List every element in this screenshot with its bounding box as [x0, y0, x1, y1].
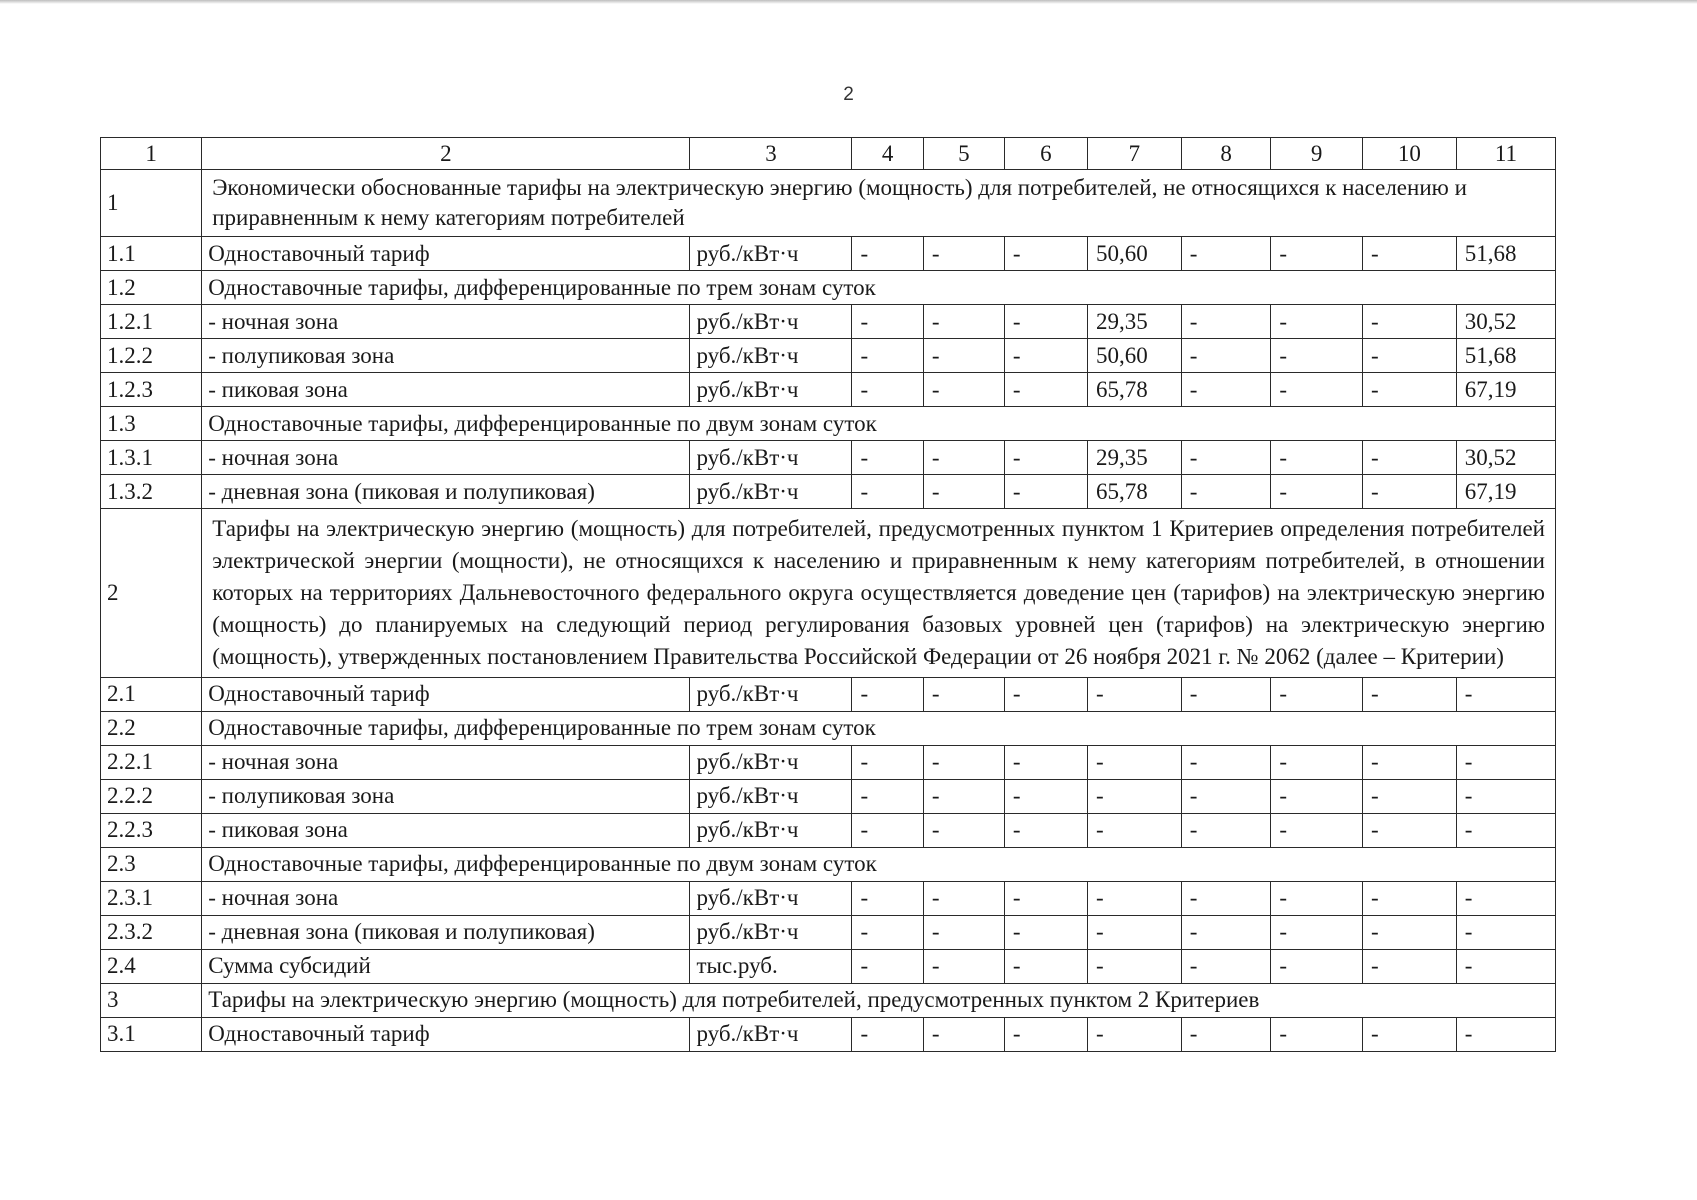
cell-c10: - — [1362, 677, 1456, 711]
cell-c5: - — [923, 440, 1004, 474]
row-number: 1.2.2 — [101, 338, 202, 372]
cell-c11: - — [1456, 1017, 1555, 1051]
cell-c7: - — [1088, 745, 1182, 779]
row-group-title: Тарифы на электрическую энергию (мощность) для потребителей, предусмотренных пунктом 2 Критериев — [202, 983, 1556, 1017]
cell-c5: - — [923, 474, 1004, 508]
row-number: 3 — [101, 983, 202, 1017]
cell-c8: - — [1181, 474, 1271, 508]
cell-c7: 50,60 — [1088, 236, 1182, 270]
cell-c9: - — [1271, 1017, 1363, 1051]
cell-c6: - — [1004, 915, 1087, 949]
column-header: 8 — [1181, 138, 1271, 170]
row-number: 1.2.1 — [101, 304, 202, 338]
row-unit: руб./кВт·ч — [690, 745, 852, 779]
cell-c7: - — [1088, 915, 1182, 949]
row-number: 2.2.2 — [101, 779, 202, 813]
row-number: 2.3 — [101, 847, 202, 881]
cell-c8: - — [1181, 881, 1271, 915]
cell-c8: - — [1181, 372, 1271, 406]
row-number: 1.3.1 — [101, 440, 202, 474]
cell-c9: - — [1271, 236, 1363, 270]
row-name: - ночная зона — [202, 881, 690, 915]
row-unit: руб./кВт·ч — [690, 881, 852, 915]
cell-c9: - — [1271, 813, 1363, 847]
table-row — [101, 406, 1556, 440]
cell-c11: - — [1456, 949, 1555, 983]
row-name: - дневная зона (пиковая и полупиковая) — [202, 915, 690, 949]
table-row — [101, 711, 1556, 745]
table-row — [101, 236, 1556, 270]
row-number: 2.1 — [101, 677, 202, 711]
column-header: 10 — [1362, 138, 1456, 170]
cell-c5: - — [923, 813, 1004, 847]
row-number: 2.2.3 — [101, 813, 202, 847]
cell-c8: - — [1181, 915, 1271, 949]
cell-c4: - — [852, 338, 923, 372]
column-header: 2 — [202, 138, 690, 170]
cell-c5: - — [923, 949, 1004, 983]
row-name: - полупиковая зона — [202, 338, 690, 372]
cell-c9: - — [1271, 338, 1363, 372]
row-name: - пиковая зона — [202, 372, 690, 406]
row-unit: руб./кВт·ч — [690, 440, 852, 474]
cell-c11: - — [1456, 745, 1555, 779]
cell-c11: 51,68 — [1456, 236, 1555, 270]
cell-c8: - — [1181, 813, 1271, 847]
table-row — [101, 915, 1556, 949]
row-name: Одноставочный тариф — [202, 236, 690, 270]
cell-c5: - — [923, 338, 1004, 372]
row-number: 2.4 — [101, 949, 202, 983]
cell-c7: - — [1088, 1017, 1182, 1051]
cell-c9: - — [1271, 440, 1363, 474]
cell-c4: - — [852, 813, 923, 847]
cell-c4: - — [852, 745, 923, 779]
cell-c5: - — [923, 881, 1004, 915]
cell-c6: - — [1004, 338, 1087, 372]
cell-c10: - — [1362, 440, 1456, 474]
cell-c4: - — [852, 677, 923, 711]
cell-c11: - — [1456, 881, 1555, 915]
cell-c7: - — [1088, 881, 1182, 915]
cell-c9: - — [1271, 949, 1363, 983]
row-name: - ночная зона — [202, 440, 690, 474]
column-header: 5 — [923, 138, 1004, 170]
row-unit: тыс.руб. — [690, 949, 852, 983]
row-name: - дневная зона (пиковая и полупиковая) — [202, 474, 690, 508]
cell-c4: - — [852, 304, 923, 338]
cell-c11: - — [1456, 677, 1555, 711]
header-row — [101, 138, 1556, 170]
row-unit: руб./кВт·ч — [690, 236, 852, 270]
cell-c4: - — [852, 440, 923, 474]
cell-c11: 30,52 — [1456, 440, 1555, 474]
cell-c7: 29,35 — [1088, 440, 1182, 474]
row-unit: руб./кВт·ч — [690, 813, 852, 847]
row-number: 2 — [101, 508, 202, 677]
cell-c8: - — [1181, 236, 1271, 270]
table-row — [101, 304, 1556, 338]
row-section-text: Тарифы на электрическую энергию (мощность) для потребителей, предусмотренных пунктом 1 Критериев определения потребителей электрической энергии (мощности), не относящихся к населению и приравненным к нему категориям потребителей, в отношении которых на территориях Дальневосточного федерального округа осуществляется доведение цен (тарифов) на электрическую энергию (мощность) до планируемых на следующий период регулирования базовых уровней цен (тарифов) на электрическую энергию (мощность), утвержденных постановлением Правительства Российской Федерации от 26 ноября 2021 г. № 2062 (далее – Критерии) — [202, 508, 1556, 677]
row-name: Одноставочный тариф — [202, 1017, 690, 1051]
row-number: 2.3.2 — [101, 915, 202, 949]
column-header: 4 — [852, 138, 923, 170]
row-number: 2.2.1 — [101, 745, 202, 779]
cell-c5: - — [923, 304, 1004, 338]
cell-c11: - — [1456, 813, 1555, 847]
cell-c4: - — [852, 474, 923, 508]
cell-c7: - — [1088, 779, 1182, 813]
table-row — [101, 677, 1556, 711]
scan-edge — [0, 0, 1697, 4]
cell-c7: 29,35 — [1088, 304, 1182, 338]
cell-c5: - — [923, 745, 1004, 779]
row-name: Сумма субсидий — [202, 949, 690, 983]
cell-c8: - — [1181, 1017, 1271, 1051]
cell-c8: - — [1181, 745, 1271, 779]
cell-c8: - — [1181, 949, 1271, 983]
row-unit: руб./кВт·ч — [690, 915, 852, 949]
tariff-table — [100, 137, 1556, 1052]
cell-c5: - — [923, 1017, 1004, 1051]
cell-c11: - — [1456, 915, 1555, 949]
cell-c7: - — [1088, 813, 1182, 847]
cell-c5: - — [923, 677, 1004, 711]
cell-c6: - — [1004, 304, 1087, 338]
cell-c4: - — [852, 236, 923, 270]
row-group-title: Одноставочные тарифы, дифференцированные по двум зонам суток — [202, 406, 1556, 440]
row-number: 2.3.1 — [101, 881, 202, 915]
cell-c11: 67,19 — [1456, 372, 1555, 406]
table-row — [101, 745, 1556, 779]
cell-c11: 30,52 — [1456, 304, 1555, 338]
cell-c6: - — [1004, 779, 1087, 813]
row-group-title: Одноставочные тарифы, дифференцированные по трем зонам суток — [202, 270, 1556, 304]
cell-c10: - — [1362, 779, 1456, 813]
cell-c4: - — [852, 915, 923, 949]
column-header: 7 — [1088, 138, 1182, 170]
cell-c10: - — [1362, 338, 1456, 372]
row-name: - ночная зона — [202, 745, 690, 779]
cell-c10: - — [1362, 236, 1456, 270]
cell-c7: - — [1088, 677, 1182, 711]
row-group-title: Одноставочные тарифы, дифференцированные по трем зонам суток — [202, 711, 1556, 745]
row-name: - полупиковая зона — [202, 779, 690, 813]
cell-c10: - — [1362, 372, 1456, 406]
row-unit: руб./кВт·ч — [690, 677, 852, 711]
table-row — [101, 881, 1556, 915]
row-number: 1.3.2 — [101, 474, 202, 508]
cell-c10: - — [1362, 881, 1456, 915]
table-row — [101, 440, 1556, 474]
cell-c9: - — [1271, 745, 1363, 779]
cell-c6: - — [1004, 881, 1087, 915]
cell-c9: - — [1271, 474, 1363, 508]
table-row — [101, 949, 1556, 983]
table-row — [101, 474, 1556, 508]
cell-c6: - — [1004, 440, 1087, 474]
row-group-title: Одноставочные тарифы, дифференцированные по двум зонам суток — [202, 847, 1556, 881]
page-number: 2 — [843, 84, 854, 105]
table-row — [101, 1017, 1556, 1051]
cell-c11: 67,19 — [1456, 474, 1555, 508]
cell-c8: - — [1181, 677, 1271, 711]
table-row — [101, 338, 1556, 372]
table-row — [101, 372, 1556, 406]
cell-c6: - — [1004, 1017, 1087, 1051]
cell-c6: - — [1004, 236, 1087, 270]
cell-c6: - — [1004, 677, 1087, 711]
column-header: 3 — [690, 138, 852, 170]
row-number: 3.1 — [101, 1017, 202, 1051]
row-name: - ночная зона — [202, 304, 690, 338]
column-header: 9 — [1271, 138, 1363, 170]
cell-c5: - — [923, 372, 1004, 406]
cell-c5: - — [923, 236, 1004, 270]
table-row — [101, 270, 1556, 304]
row-section-text: Экономически обоснованные тарифы на электрическую энергию (мощность) для потребителей, не относящихся к населению и приравненным к нему категориям потребителей — [202, 170, 1556, 237]
cell-c10: - — [1362, 949, 1456, 983]
row-unit: руб./кВт·ч — [690, 779, 852, 813]
cell-c8: - — [1181, 304, 1271, 338]
row-unit: руб./кВт·ч — [690, 338, 852, 372]
row-number: 2.2 — [101, 711, 202, 745]
cell-c9: - — [1271, 779, 1363, 813]
table-row — [101, 779, 1556, 813]
row-unit: руб./кВт·ч — [690, 304, 852, 338]
table-row — [101, 847, 1556, 881]
row-number: 1.2 — [101, 270, 202, 304]
row-name: - пиковая зона — [202, 813, 690, 847]
cell-c4: - — [852, 949, 923, 983]
cell-c7: 50,60 — [1088, 338, 1182, 372]
cell-c11: - — [1456, 779, 1555, 813]
table-row — [101, 813, 1556, 847]
row-name: Одноставочный тариф — [202, 677, 690, 711]
cell-c10: - — [1362, 1017, 1456, 1051]
cell-c5: - — [923, 915, 1004, 949]
table-row — [101, 170, 1556, 237]
cell-c4: - — [852, 881, 923, 915]
cell-c9: - — [1271, 677, 1363, 711]
cell-c10: - — [1362, 915, 1456, 949]
cell-c9: - — [1271, 372, 1363, 406]
row-unit: руб./кВт·ч — [690, 474, 852, 508]
cell-c5: - — [923, 779, 1004, 813]
cell-c11: 51,68 — [1456, 338, 1555, 372]
row-number: 1.3 — [101, 406, 202, 440]
cell-c4: - — [852, 1017, 923, 1051]
column-header: 6 — [1004, 138, 1087, 170]
row-unit: руб./кВт·ч — [690, 372, 852, 406]
cell-c10: - — [1362, 304, 1456, 338]
cell-c6: - — [1004, 474, 1087, 508]
row-unit: руб./кВт·ч — [690, 1017, 852, 1051]
cell-c6: - — [1004, 372, 1087, 406]
cell-c10: - — [1362, 813, 1456, 847]
table-row — [101, 983, 1556, 1017]
cell-c7: 65,78 — [1088, 372, 1182, 406]
column-header: 11 — [1456, 138, 1555, 170]
cell-c6: - — [1004, 745, 1087, 779]
row-number: 1 — [101, 170, 202, 237]
cell-c6: - — [1004, 813, 1087, 847]
cell-c7: 65,78 — [1088, 474, 1182, 508]
cell-c8: - — [1181, 779, 1271, 813]
cell-c9: - — [1271, 915, 1363, 949]
table-row — [101, 508, 1556, 677]
cell-c4: - — [852, 779, 923, 813]
row-number: 1.2.3 — [101, 372, 202, 406]
cell-c10: - — [1362, 474, 1456, 508]
cell-c9: - — [1271, 881, 1363, 915]
cell-c8: - — [1181, 440, 1271, 474]
cell-c7: - — [1088, 949, 1182, 983]
cell-c6: - — [1004, 949, 1087, 983]
cell-c10: - — [1362, 745, 1456, 779]
cell-c8: - — [1181, 338, 1271, 372]
cell-c4: - — [852, 372, 923, 406]
row-number: 1.1 — [101, 236, 202, 270]
cell-c9: - — [1271, 304, 1363, 338]
column-header: 1 — [101, 138, 202, 170]
